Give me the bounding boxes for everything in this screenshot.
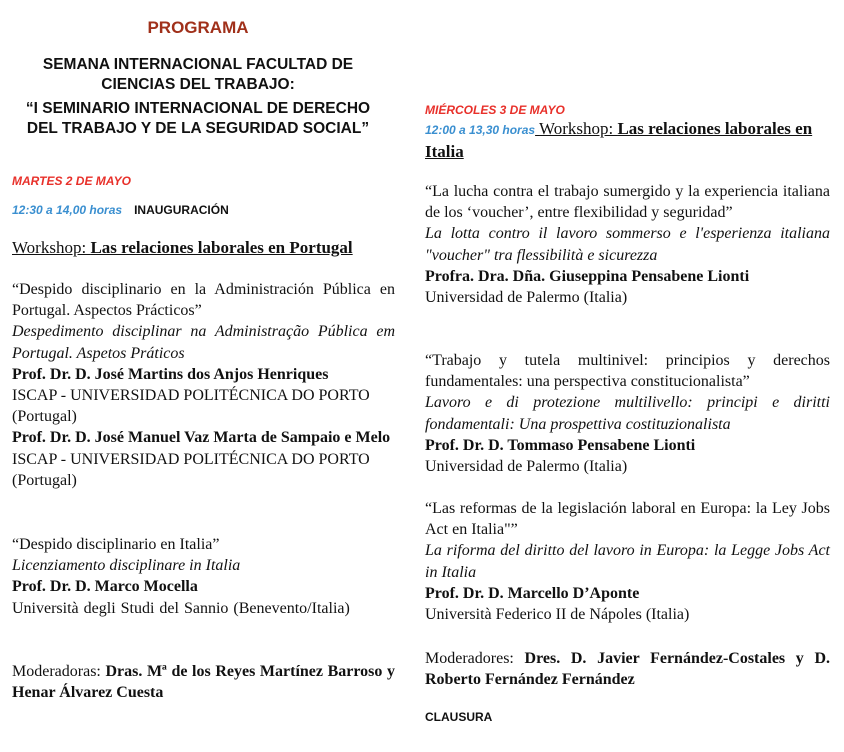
closing-label: CLAUSURA bbox=[425, 710, 493, 724]
talk-title-translation: Licenziamento disciplinare in Italia bbox=[12, 557, 241, 575]
speaker-affiliation: ISCAP - UNIVERSIDAD POLITÉCNICA DO PORTO (Portugal) bbox=[12, 450, 370, 489]
day2-moderators bbox=[425, 648, 830, 690]
heading-line: SEMANA INTERNACIONAL FACULTAD DE bbox=[42, 56, 354, 73]
day2-workshop bbox=[425, 118, 830, 162]
speaker-name: Prof. Dr. D. José Martins dos Anjos Henriques bbox=[12, 365, 329, 383]
speaker-affiliation: ISCAP - UNIVERSIDAD POLITÉCNICA DO PORTO (Portugal) bbox=[12, 387, 370, 426]
moderators-names: Dras. Mª de los Reyes Martínez Barroso y Henar Álvarez Cuesta bbox=[12, 663, 396, 702]
day1-workshop bbox=[12, 237, 395, 258]
day2-talk-3 bbox=[425, 498, 830, 625]
talk-title: “Trabajo y tutela multinivel: principios y derechos fundamentales: una perspectiva constitucionalista” bbox=[425, 352, 830, 391]
moderators-label: Moderadoras: bbox=[12, 663, 106, 680]
speaker-name: Profra. Dra. Dña. Giuseppina Pensabene Lionti bbox=[425, 267, 750, 285]
moderators-label: Moderadores: bbox=[425, 650, 525, 667]
moderators-names: Dres. D. Javier Fernández-Costales y D. Roberto Fernández Fernández bbox=[425, 650, 831, 689]
day1-date: MARTES 2 DE MAYO bbox=[12, 174, 131, 188]
opening-label: INAUGURACIÓN bbox=[134, 203, 229, 217]
workshop-title: Las relaciones laborales en Italia bbox=[425, 119, 813, 161]
program-title: PROGRAMA bbox=[147, 18, 249, 37]
event-heading bbox=[0, 55, 396, 139]
day2-talk-2 bbox=[425, 350, 830, 477]
speaker-affiliation: Università Federico II de Nápoles (Italia) bbox=[425, 606, 690, 624]
talk-title: “Despido disciplinario en Italia” bbox=[12, 536, 220, 553]
workshop-prefix: Workshop: bbox=[12, 238, 91, 257]
day2-talk-1 bbox=[425, 181, 830, 308]
speaker-name: Prof. Dr. D. José Manuel Vaz Marta de Sampaio e Melo bbox=[12, 429, 391, 447]
day1-talk-1 bbox=[12, 279, 395, 491]
day1-opening-row bbox=[12, 201, 395, 219]
talk-title-translation: Lavoro e di protezione multilivello: principi e diritti fondamentali: Una prospettiva costituzionalista bbox=[425, 394, 830, 433]
day1-time: 12:30 a 14,00 horas bbox=[12, 203, 123, 217]
day1-talk-2 bbox=[12, 534, 395, 619]
talk-title-translation: La lotta contro il lavoro sommerso e l'esperienza italiana "voucher" tra flessibilità e sicurezza bbox=[425, 225, 830, 264]
workshop-title: Las relaciones laborales en Portugal bbox=[90, 238, 353, 257]
heading-line: CIENCIAS DEL TRABAJO: bbox=[101, 76, 295, 93]
workshop-prefix: Workshop: bbox=[539, 119, 618, 138]
talk-title-translation: Despedimento disciplinar na Administração Pública em Portugal. Aspetos Práticos bbox=[12, 323, 395, 362]
speaker-affiliation: Università degli Studi del Sannio (Benevento/Italia) bbox=[12, 599, 350, 617]
speaker-name: Prof. Dr. D. Tommaso Pensabene Lionti bbox=[425, 436, 696, 454]
heading-line: “I SEMINARIO INTERNACIONAL DE DERECHO bbox=[25, 100, 371, 117]
speaker-affiliation: Universidad de Palermo (Italia) bbox=[425, 289, 628, 307]
talk-title: “Despido disciplinario en la Administración Pública en Portugal. Aspectos Prácticos” bbox=[12, 281, 395, 320]
talk-title: “Las reformas de la legislación laboral en Europa: la Ley Jobs Act en Italia"” bbox=[425, 500, 830, 539]
day2-date: MIÉRCOLES 3 DE MAYO bbox=[425, 103, 565, 117]
day1-moderators bbox=[12, 661, 395, 703]
speaker-name: Prof. Dr. D. Marco Mocella bbox=[12, 578, 198, 596]
talk-title: “La lucha contra el trabajo sumergido y la experiencia italiana de los ‘voucher’, entre flexibilidad y seguridad” bbox=[425, 183, 830, 222]
heading-line: DEL TRABAJO Y DE LA SEGURIDAD SOCIAL” bbox=[26, 120, 370, 137]
speaker-name: Prof. Dr. D. Marcello D’Aponte bbox=[425, 584, 640, 602]
talk-title-translation: La riforma del diritto del lavoro in Europa: la Legge Jobs Act in Italia bbox=[425, 542, 830, 581]
speaker-affiliation: Universidad de Palermo (Italia) bbox=[425, 458, 628, 476]
day2-time: 12:00 a 13,30 horas bbox=[425, 123, 536, 137]
